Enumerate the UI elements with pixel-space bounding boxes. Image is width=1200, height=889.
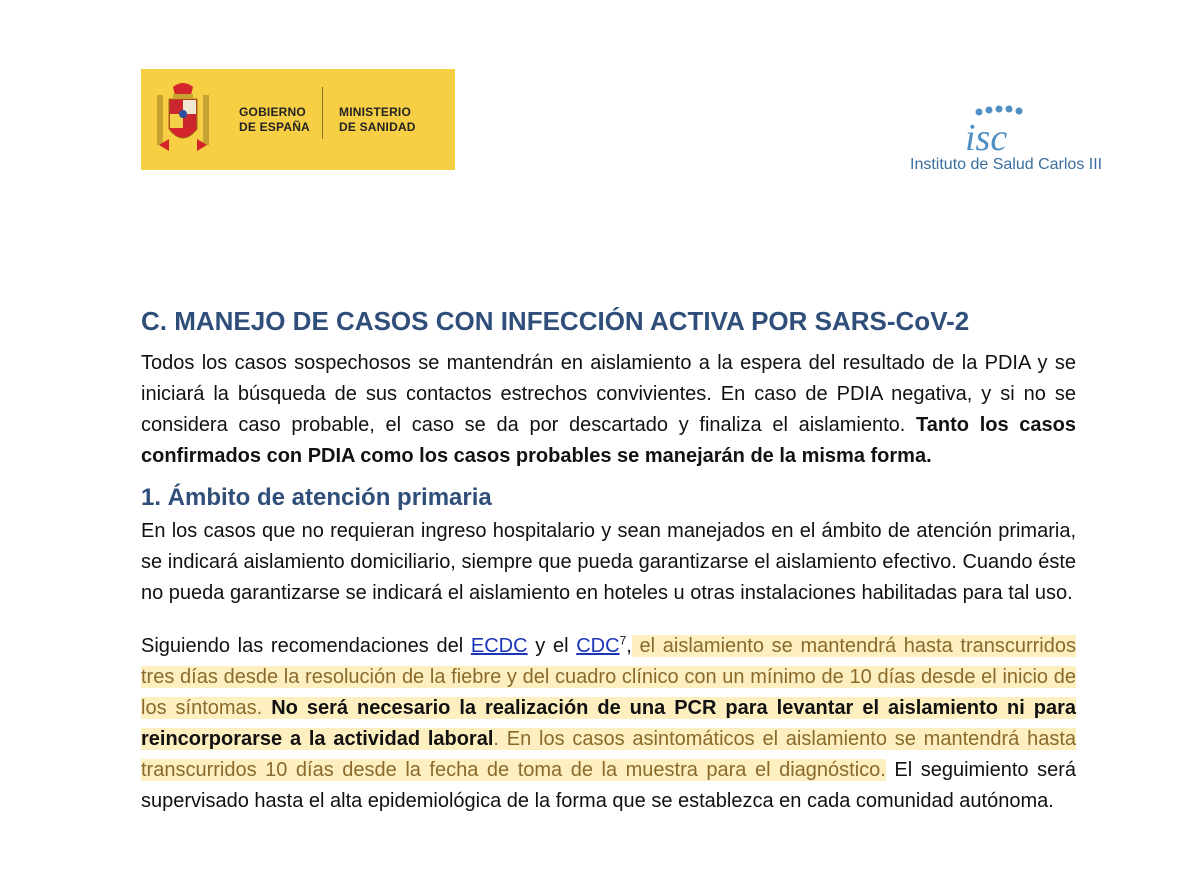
section-title: C. MANEJO DE CASOS CON INFECCIÓN ACTIVA POR SARS-CoV-2	[141, 306, 970, 336]
document-body	[141, 300, 1076, 817]
gobierno-label: GOBIERNO DE ESPAÑA	[239, 105, 310, 134]
isciii-emblem-icon	[965, 104, 1035, 154]
gobierno-espana-logo	[141, 69, 455, 170]
svg-text:isc: isc	[965, 117, 1008, 154]
cdc-link[interactable]: CDC	[576, 635, 620, 657]
coat-of-arms-icon	[155, 81, 211, 159]
paragraph-intro-bold: Tanto los casos confirmados con PDIA como los casos probables se manejarán de la misma forma.	[141, 414, 1077, 467]
isciii-name: Instituto de Salud Carlos III	[910, 156, 1103, 173]
ministerio-label: MINISTERIO DE SANIDAD	[339, 105, 416, 134]
paragraph-primary-care: En los casos que no requieran ingreso hospitalario y sean manejados en el ámbito de atención primaria, se indicará aislamiento domiciliario, siempre que pueda garantizarse el aislamiento efectivo. Cuando éste no pueda garantizarse se indicará el aislamiento en hoteles u otras instalaciones habilitadas para tal uso.	[141, 520, 1076, 604]
paragraph-isolation: Siguiendo las recomendaciones del ECDC y el CDC$^7$, el aislamiento se mantendrá hasta transcurridos tres días desde la resolución de la fiebre y del cuadro clínico con un mínimo de 10 días desde el inicio de los síntomas. No será necesario la realización de una PCR para levantar el aislamiento ni para reincorporarse a la actividad laboral. En los casos asintomáticos el aislamiento se mantendrá hasta transcurridos 10 días desde la fecha de toma de la muestra para el diagnóstico. El seguimiento será supervisado hasta el alta epidemiológica de la forma que se establezca en cada comunidad autónoma.	[141, 633, 1076, 812]
isciii-logo	[910, 104, 1103, 176]
logo-divider	[322, 87, 323, 139]
highlighted-text: el aislamiento se mantendrá hasta transcurridos tres días desde la resolución de la fiebre y del cuadro clínico con un mínimo de 10 días desde el inicio de los síntomas. No será necesario la realización de una PCR para levantar el aislamiento ni para reincorporarse a la actividad laboral. En los casos asintomáticos el aislamiento se mantendrá hasta transcurridos 10 días desde la fecha de toma de la muestra para el diagnóstico.	[141, 635, 1076, 781]
paragraph-intro: Todos los casos sospechosos se mantendrán en aislamiento a la espera del resultado de la PDIA y se iniciará la búsqueda de sus contactos estrechos convivientes. En caso de PDIA negativa, y si no se considera caso probable, el caso se da por descartado y finaliza el aislamiento. Tanto los casos confirmados con PDIA como los casos probables se manejarán de la misma forma.	[141, 352, 1077, 467]
subsection-title: 1. Ámbito de atención primaria	[141, 484, 492, 511]
ecdc-link[interactable]: ECDC	[470, 635, 528, 657]
highlighted-bold-text: No será necesario la realización de una PCR para levantar el aislamiento ni para reincorporarse a la actividad laboral	[141, 697, 1076, 750]
footnote-ref[interactable]: 7	[619, 633, 627, 648]
